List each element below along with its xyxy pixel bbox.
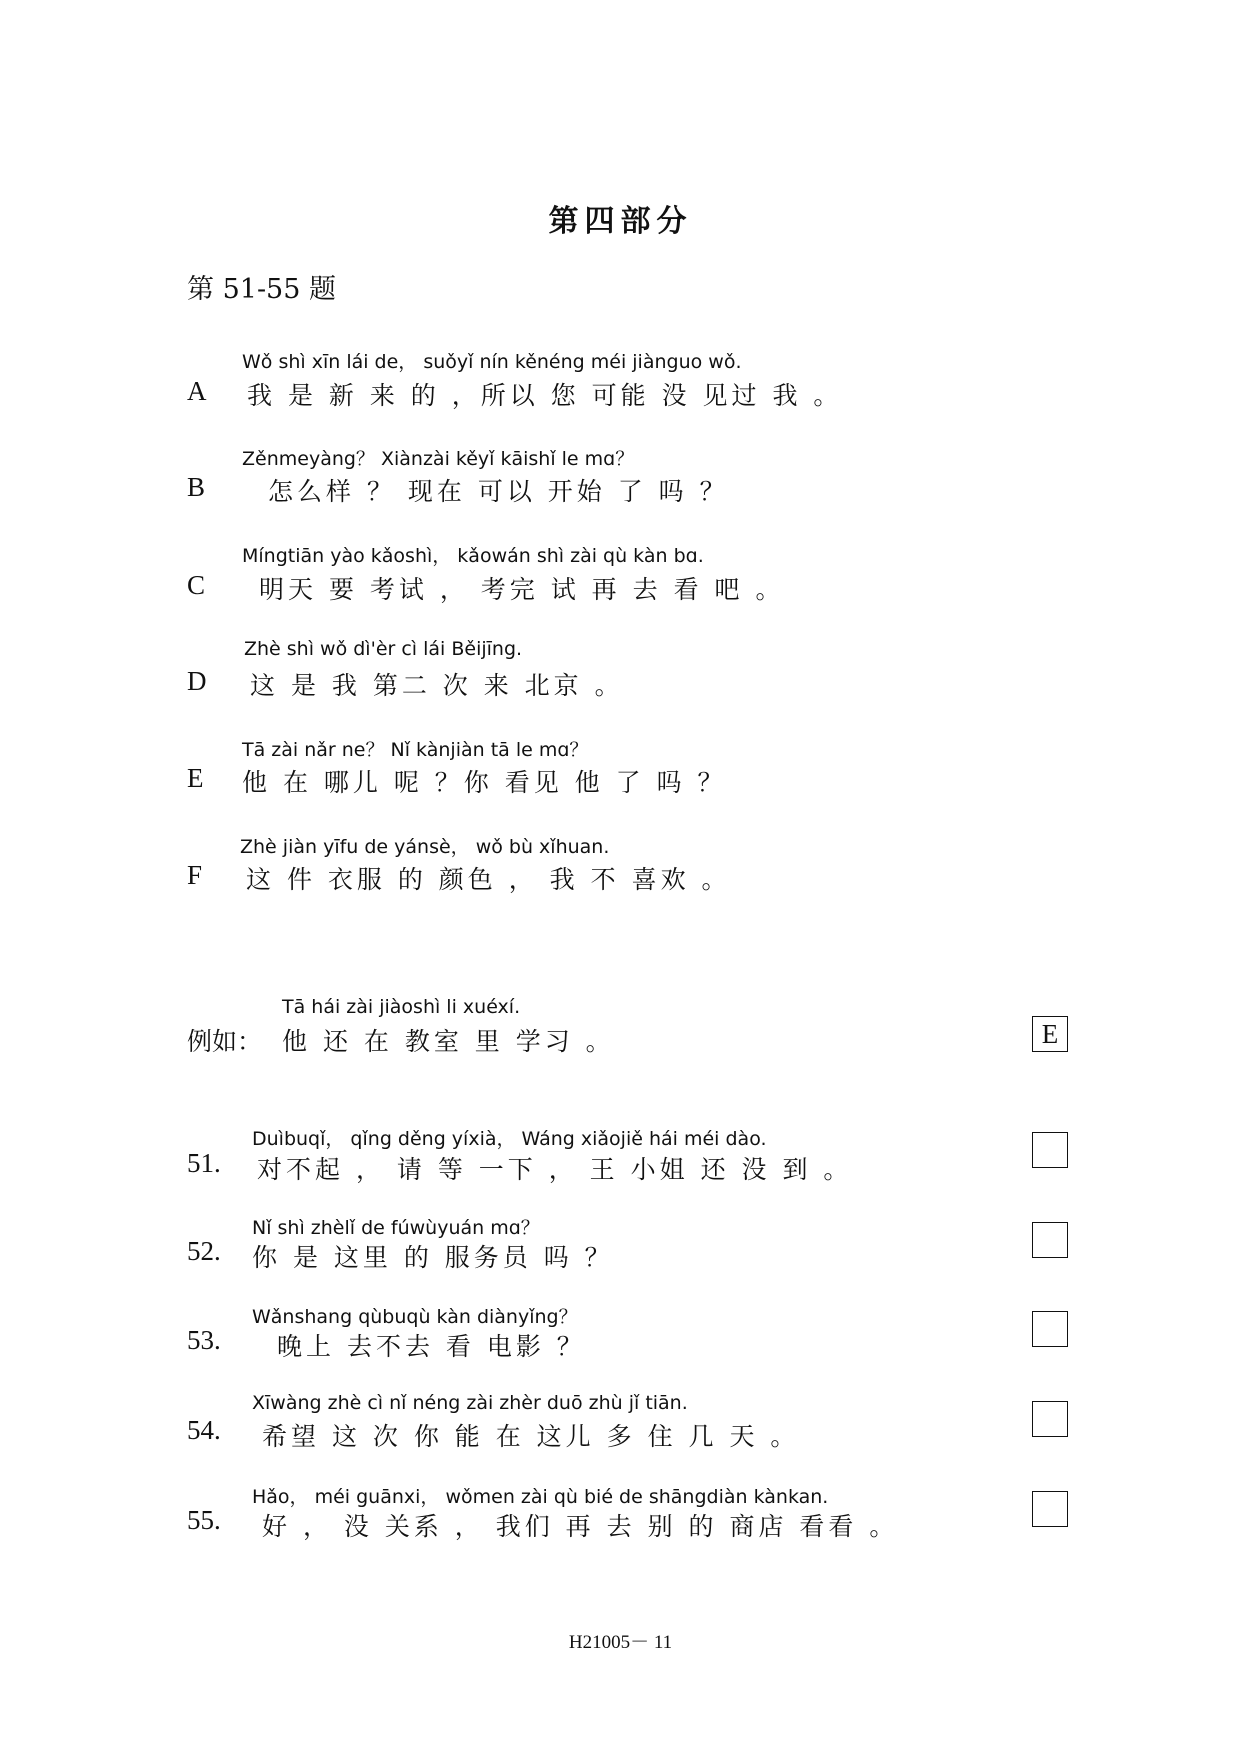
option-d-pinyin: Zhè shì wǒ dì'èr cì lái Běijīng. <box>244 638 523 660</box>
example-label: 例如： <box>187 1027 263 1056</box>
option-b-hanzi: 怎么样 ？ 现在 可以 开始 了 吗 ？ <box>268 477 729 506</box>
question-53-hanzi: 晚上 去不去 看 电影 ？ <box>277 1332 586 1361</box>
question-51-answer-box[interactable] <box>1032 1132 1068 1168</box>
question-52-pinyin: Nǐ shì zhèlǐ de fúwùyuán mɑ？ <box>252 1217 540 1239</box>
option-a-pinyin: Wǒ shì xīn lái de， suǒyǐ nín kěnéng méi jiànguo wǒ. <box>242 351 742 373</box>
page-footer: H21005－ 11 <box>568 1632 673 1653</box>
question-52-answer-box[interactable] <box>1032 1222 1068 1258</box>
question-52-number: 52. <box>187 1236 221 1266</box>
question-55-pinyin: Hǎo， méi guānxi， wǒmen zài qù bié de shāngdiàn kànkan. <box>252 1486 829 1508</box>
example-answer-box: E <box>1032 1016 1068 1052</box>
question-53-number: 53. <box>187 1325 221 1355</box>
option-d-letter: D <box>187 666 207 696</box>
question-51-pinyin: Duìbuqǐ， qǐng děng yíxià， Wáng xiǎojiě hái méi dào. <box>252 1128 767 1150</box>
question-53-pinyin: Wǎnshang qùbuqù kàn diànyǐng？ <box>252 1306 578 1328</box>
question-53-answer-box[interactable] <box>1032 1311 1068 1347</box>
option-a-letter: A <box>187 376 207 406</box>
question-52-hanzi: 你 是 这里 的 服务员 吗 ？ <box>252 1243 614 1272</box>
option-b-pinyin: Zěnmeyàng？ Xiànzài kěyǐ kāishǐ le mɑ？ <box>242 448 635 470</box>
question-54-number: 54. <box>187 1415 221 1445</box>
section-label: 第 51-55 题 <box>187 274 337 305</box>
question-51-hanzi: 对不起 ， 请 等 一下 ， 王 小姐 还 没 到 。 <box>257 1155 853 1184</box>
option-c-hanzi: 明天 要 考试 ， 考完 试 再 去 看 吧 。 <box>259 575 785 604</box>
option-f-pinyin: Zhè jiàn yīfu de yánsè， wǒ bù xǐhuan. <box>240 836 610 858</box>
question-55-hanzi: 好 ， 没 关系 ， 我们 再 去 别 的 商店 看看 。 <box>262 1512 899 1541</box>
option-f-letter: F <box>187 860 203 890</box>
option-d-hanzi: 这 是 我 第二 次 来 北京 。 <box>250 671 624 700</box>
option-e-hanzi: 他 在 哪儿 呢 ？你 看见 他 了 吗 ？ <box>242 768 727 797</box>
question-51-number: 51. <box>187 1148 221 1178</box>
example-pinyin: Tā hái zài jiàoshì li xuéxí. <box>282 996 521 1018</box>
option-f-hanzi: 这 件 衣服 的 颜色 ， 我 不 喜欢 。 <box>246 865 731 894</box>
question-54-answer-box[interactable] <box>1032 1401 1068 1437</box>
option-c-pinyin: Míngtiān yào kǎoshì， kǎowán shì zài qù kàn bɑ. <box>242 545 704 567</box>
option-a-hanzi: 我 是 新 来 的 ，所以 您 可能 没 见过 我 。 <box>247 381 843 410</box>
option-b-letter: B <box>187 472 206 502</box>
question-54-pinyin: Xīwàng zhè cì nǐ néng zài zhèr duō zhù jǐ tiān. <box>252 1392 688 1414</box>
option-e-letter: E <box>187 763 204 793</box>
option-e-pinyin: Tā zài nǎr ne？ Nǐ kànjiàn tā le mɑ？ <box>242 739 589 761</box>
example-hanzi: 他 还 在 教室 里 学习 。 <box>282 1027 615 1056</box>
question-54-hanzi: 希望 这 次 你 能 在 这儿 多 住 几 天 。 <box>262 1422 800 1451</box>
question-55-number: 55. <box>187 1505 221 1535</box>
question-55-answer-box[interactable] <box>1032 1491 1068 1527</box>
option-c-letter: C <box>187 570 206 600</box>
page-title: 第四部分 <box>548 204 693 239</box>
